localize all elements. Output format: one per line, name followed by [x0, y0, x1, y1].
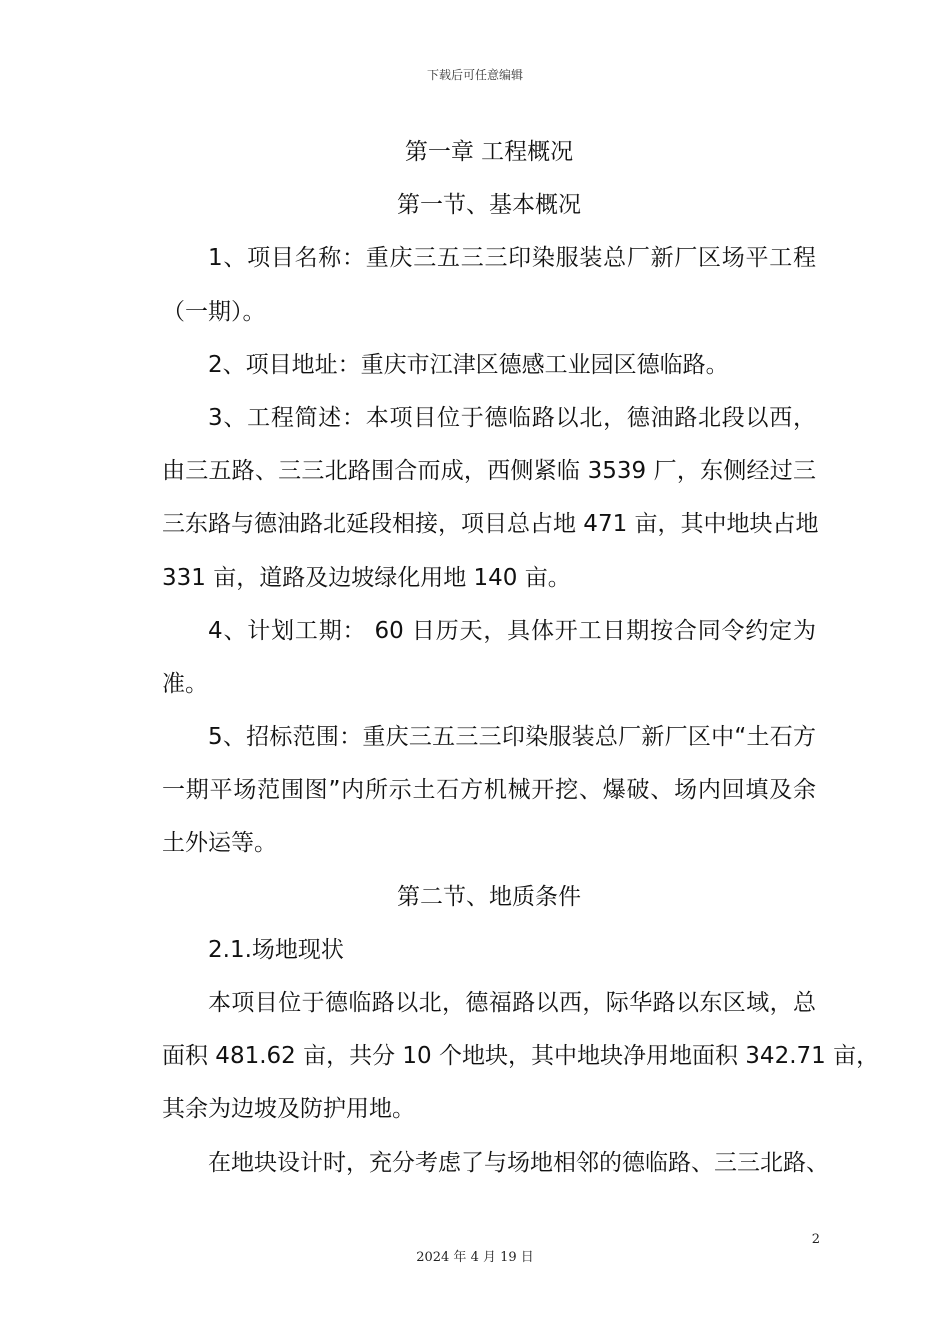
paragraph-project-summary-line-1: 3、工程简述：本项目位于德临路以北，德油路北段以西，	[208, 404, 816, 431]
chapter-title: 第一章 工程概况	[404, 139, 574, 165]
subsection-title-site-status: 2.1.场地现状	[208, 936, 344, 963]
paragraph-project-summary-line-4: 331 亩，道路及边坡绿化用地 140 亩。	[162, 564, 571, 591]
paragraph-schedule-line-2: 准。	[162, 670, 208, 697]
section-title-basic-overview: 第一节、基本概况	[397, 192, 581, 219]
section-title-geology: 第二节、地质条件	[397, 883, 581, 910]
header-note: 下载后可任意编辑	[426, 68, 523, 82]
paragraph-project-name-line-1: 1、项目名称：重庆三五三三印染服装总厂新厂区场平工程	[208, 245, 816, 272]
paragraph-project-summary-line-2: 由三五路、三三北路围合而成，西侧紧临 3539 厂，东侧经过三	[162, 458, 816, 485]
page-number: 2	[811, 1232, 820, 1247]
document-body	[162, 126, 880, 1190]
paragraph-project-summary-line-3: 三东路与德油路北延段相接，项目总占地 471 亩，其中地块占地	[162, 511, 819, 538]
paragraph-schedule-line-1: 4、计划工期： 60 日历天，具体开工日期按合同令约定为	[208, 617, 816, 644]
paragraph-site-status-line-3: 其余为边坡及防护用地。	[162, 1096, 415, 1123]
paragraph-site-status-line-1: 本项目位于德临路以北，德福路以西，际华路以东区域，总	[208, 990, 816, 1016]
paragraph-bid-scope-line-1: 5、招标范围：重庆三五三三印染服装总厂新厂区中“土石方	[208, 724, 816, 751]
paragraph-bid-scope-line-2: 一期平场范围图”内所示土石方机械开挖、爆破、场内回填及余	[162, 777, 816, 804]
footer-date: 2024 年 4 月 19 日	[416, 1250, 534, 1265]
paragraph-design-line-1: 在地块设计时，充分考虑了与场地相邻的德临路、三三北路、	[208, 1149, 829, 1176]
paragraph-bid-scope-line-3: 土外运等。	[162, 830, 277, 857]
paragraph-project-address: 2、项目地址：重庆市江津区德感工业园区德临路。	[208, 351, 729, 378]
paragraph-site-status-line-2: 面积 481.62 亩，共分 10 个地块，其中地块净用地面积 342.71 亩，	[162, 1043, 880, 1070]
paragraph-project-name-line-2: （一期）。	[162, 298, 266, 325]
